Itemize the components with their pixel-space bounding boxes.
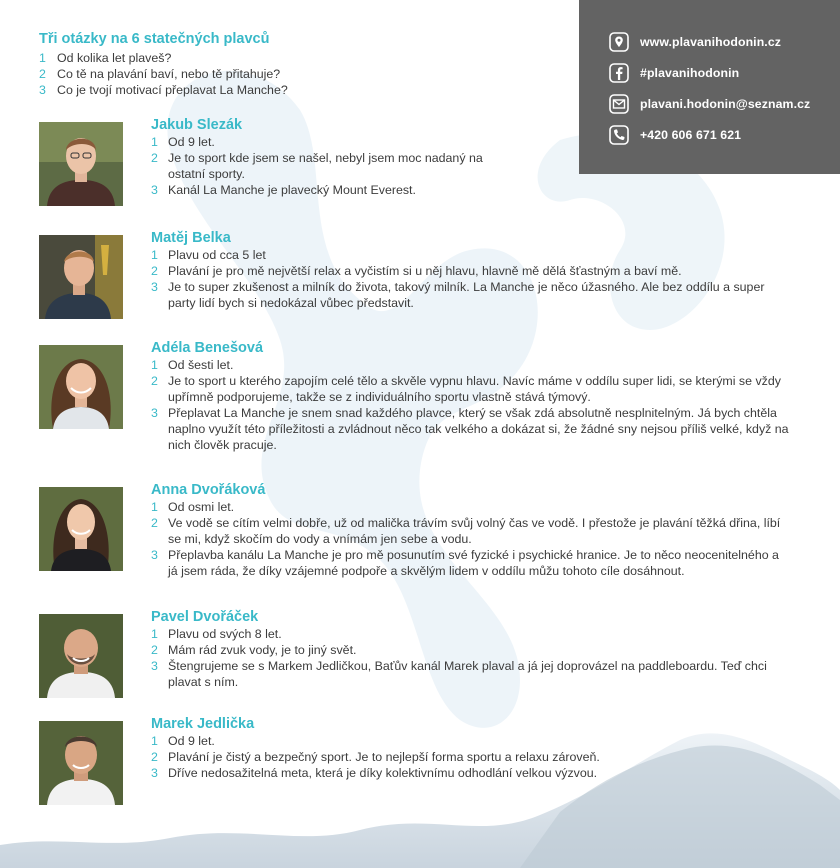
answer-number: 3 — [151, 548, 158, 563]
answer-item — [151, 247, 791, 263]
question-text: Od kolika let plaveš? — [57, 51, 172, 65]
swimmer-info — [151, 608, 791, 690]
website-link[interactable]: www.plavanihodonin.cz — [640, 35, 782, 49]
answer-item — [151, 373, 791, 405]
answer-item — [151, 547, 791, 579]
location-pin-icon — [609, 32, 629, 52]
answer-text: Od 9 let. — [168, 734, 215, 748]
question-item — [39, 66, 559, 82]
answer-item — [151, 733, 791, 749]
answer-text: Je to sport kde jsem se našel, nebyl jsem moc nadaný na ostatní sporty. — [168, 151, 483, 182]
answer-item — [151, 658, 791, 690]
answer-list — [151, 733, 791, 781]
intro-section — [39, 30, 559, 98]
answer-text: Štengrujeme se s Markem Jedličkou, Baťův kanál Marek plaval a já jej doprovázel na paddleboardu. Teď chci plavat s ním. — [168, 659, 767, 690]
answer-number: 1 — [151, 734, 158, 748]
answer-item — [151, 626, 791, 642]
question-item — [39, 82, 559, 98]
answer-number: 2 — [151, 374, 158, 389]
answer-number: 2 — [151, 151, 158, 166]
swimmer-name: Adéla Benešová — [151, 340, 264, 356]
answer-text: Je to super zkušenost a milník do života, takový milník. La Manche je něco úžasného. Ale bez oddílu a super party lidí bych si nedokázal vůbec představit. — [168, 280, 765, 311]
contact-website[interactable] — [609, 31, 781, 53]
answer-item — [151, 279, 791, 311]
answer-item — [151, 499, 791, 515]
answer-number: 3 — [151, 406, 158, 421]
contact-email[interactable] — [609, 93, 810, 115]
answer-number: 3 — [151, 766, 158, 781]
swimmer-name: Jakub Slezák — [151, 117, 243, 133]
answer-number: 2 — [151, 643, 158, 658]
answer-number: 1 — [151, 248, 158, 262]
answer-item — [151, 263, 791, 279]
swimmer-name: Pavel Dvořáček — [151, 609, 259, 625]
answer-item — [151, 642, 791, 658]
swimmer-name: Anna Dvořáková — [151, 482, 266, 498]
email-link[interactable]: plavani.hodonin@seznam.cz — [640, 97, 811, 111]
answer-number: 3 — [151, 659, 158, 674]
answer-number: 3 — [151, 280, 158, 295]
swimmer-photo — [39, 721, 123, 805]
swimmer-photo — [39, 345, 123, 429]
answer-item — [151, 134, 791, 150]
question-number: 1 — [39, 51, 46, 65]
answer-number: 2 — [151, 750, 158, 765]
answer-item — [151, 357, 791, 373]
answer-number: 1 — [151, 135, 158, 149]
answer-text: Od šesti let. — [168, 358, 234, 372]
answer-number: 1 — [151, 500, 158, 514]
swimmer-info — [151, 116, 791, 198]
swimmer-photo — [39, 235, 123, 319]
answer-text: Dříve nedosažitelná meta, která je díky kolektivnímu odhodlání velkou výzvou. — [168, 766, 598, 781]
facebook-link[interactable]: #plavanihodonin — [640, 66, 740, 80]
swimmer-photo — [39, 614, 123, 698]
question-text: Co je tvojí motivací přeplavat La Manche? — [57, 83, 288, 97]
answer-list — [151, 247, 791, 311]
contact-facebook[interactable] — [609, 62, 739, 84]
answer-text: Plavu od svých 8 let. — [168, 627, 282, 641]
answer-text: Mám rád zvuk vody, je to jiný svět. — [168, 643, 357, 658]
question-number: 3 — [39, 83, 46, 97]
facebook-icon — [609, 63, 629, 83]
answer-text: Plavání je čistý a bezpečný sport. Je to nejlepší forma sportu a relaxu zároveň. — [168, 750, 600, 765]
swimmer-name: Matěj Belka — [151, 230, 231, 246]
answer-list — [151, 134, 791, 198]
question-item — [39, 50, 559, 66]
swimmer-photo — [39, 487, 123, 571]
swimmer-name: Marek Jedlička — [151, 716, 255, 732]
swimmer-info — [151, 481, 791, 579]
question-list — [39, 50, 559, 98]
email-icon — [609, 94, 629, 114]
answer-text: Přeplavba kanálu La Manche je pro mě posunutím své fyzické i psychické hranice. Je to něco neocenitelného a já jsem ráda, že díky vzájemné podpoře a skvělým lidem v oddílu můžu tohoto cíle dosáhnout. — [168, 548, 779, 579]
answer-list — [151, 357, 791, 454]
answer-number: 3 — [151, 183, 158, 198]
swimmer-info — [151, 229, 791, 311]
phone-number[interactable]: +420 606 671 621 — [640, 128, 742, 142]
answer-item — [151, 765, 791, 781]
swimmer-photo — [39, 122, 123, 206]
answer-number: 2 — [151, 264, 158, 279]
answer-number: 1 — [151, 627, 158, 641]
answer-list — [151, 626, 791, 690]
answer-number: 1 — [151, 358, 158, 372]
answer-text: Od 9 let. — [168, 135, 215, 149]
answer-text: Plavu od cca 5 let — [168, 248, 266, 262]
answer-item — [151, 405, 791, 453]
answer-text: Kanál La Manche je plavecký Mount Everest. — [168, 183, 416, 198]
answer-text: Plavání je pro mě největší relax a vyčistím si u něj hlavu, hlavně mě dělá šťastným a baví mě. — [168, 264, 682, 279]
answer-text: Ve vodě se cítím velmi dobře, už od malička trávím svůj volný čas ve vodě. I přestože je plavání těžká dřina, líbí se mi, když skočím do vody a vnímám jen sebe a vodu. — [168, 516, 781, 547]
answer-text: Přeplavat La Manche je snem snad každého plavce, který se však zdá absolutně nesplnitelným. Já bych chtěla naplno využít této příležitosti a zvládnout něco tak velkého a dokázat si, že žádné sny nejsou příliš velké, když na nich člověk pracuje. — [168, 406, 789, 453]
question-text: Co tě na plavání baví, nebo tě přitahuje? — [57, 67, 281, 81]
answer-text: Od osmi let. — [168, 500, 235, 514]
answer-number: 2 — [151, 516, 158, 531]
swimmer-info — [151, 715, 791, 781]
answer-item — [151, 182, 791, 198]
answer-item — [151, 150, 508, 182]
intro-title: Tři otázky na 6 statečných plavců — [39, 31, 270, 47]
question-number: 2 — [39, 67, 46, 81]
answer-list — [151, 499, 791, 579]
answer-item — [151, 749, 791, 765]
answer-item — [151, 515, 791, 547]
answer-text: Je to sport u kterého zapojím celé tělo a skvěle vypnu hlavu. Navíc máme v oddílu super lidi, se kterými se vždy upřímně podporujeme, takže se z individuálního sportu vlastně stává týmový. — [168, 374, 781, 405]
swimmer-info — [151, 339, 791, 454]
